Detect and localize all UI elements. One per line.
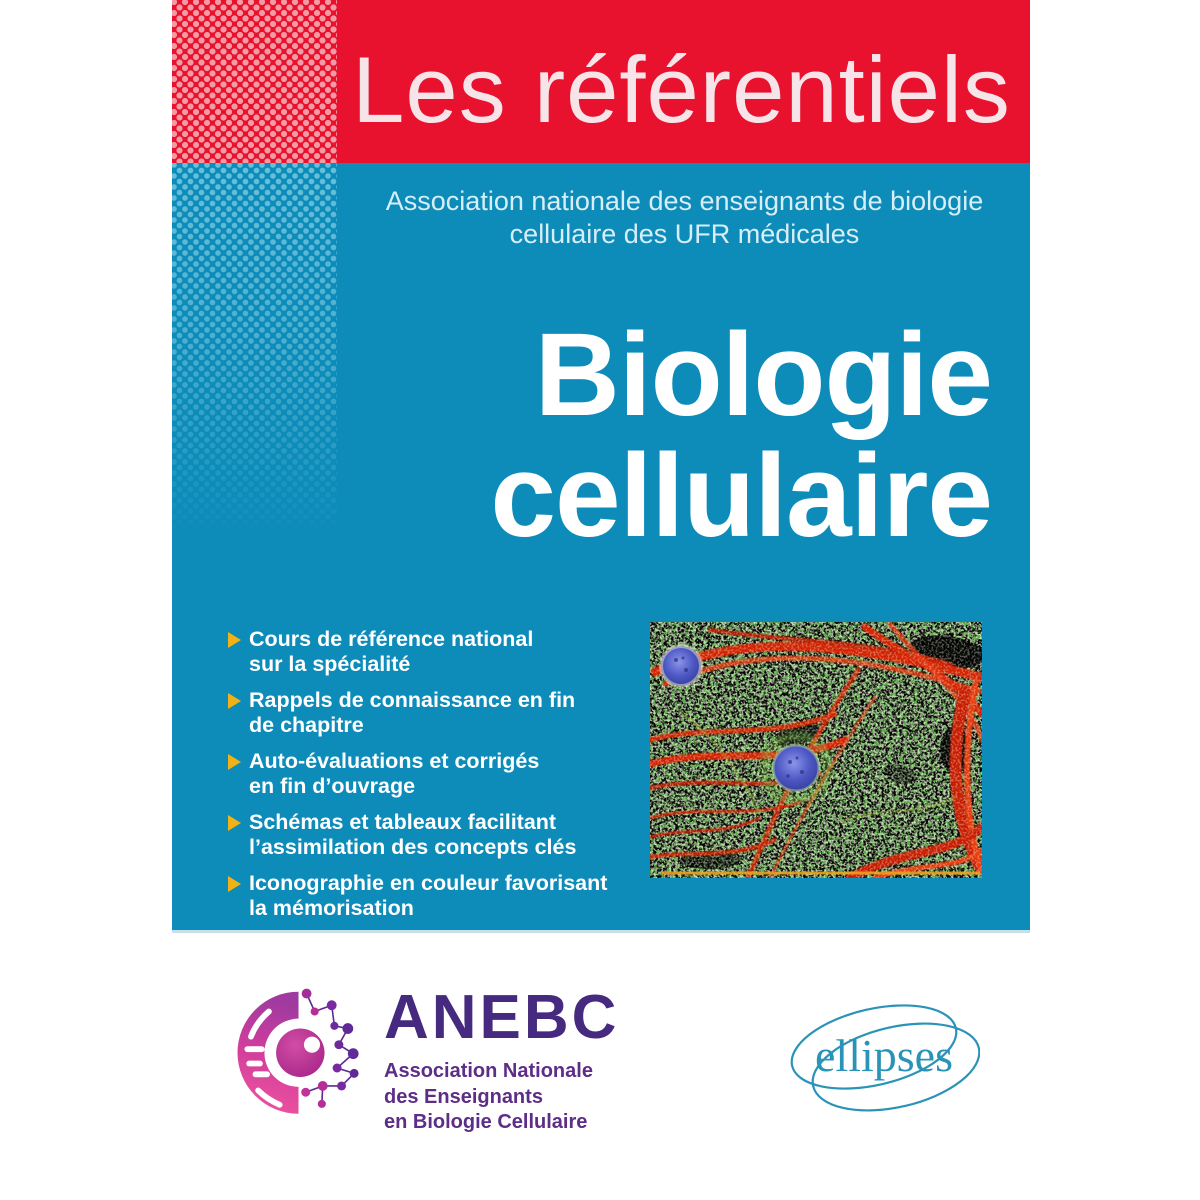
collection-banner [172, 0, 1030, 163]
association-subtitle [347, 185, 1022, 251]
cell-network-logo-icon [230, 981, 376, 1129]
book-title [490, 309, 992, 562]
feature-list [228, 627, 648, 932]
feature-text: Schémas et tableaux facilitant [249, 810, 557, 834]
collection-title: Les référentiels [352, 37, 1011, 142]
feature-text: Cours de référence national [249, 627, 534, 651]
halftone-dots-red [172, 0, 337, 163]
book-title-line2: cellulaire [490, 430, 992, 562]
anebc-wordmark [384, 983, 620, 1136]
feature-text: Auto-évaluations et corrigés [249, 749, 540, 773]
double-ellipse-logo-icon [788, 991, 980, 1123]
triangle-right-icon [228, 815, 241, 831]
triangle-right-icon [228, 693, 241, 709]
anebc-logo [230, 981, 376, 1129]
feature-text: sur la spécialité [249, 651, 411, 676]
feature-text: en fin d’ouvrage [249, 773, 416, 798]
triangle-right-icon [228, 876, 241, 892]
cell-micrograph-svg [650, 622, 982, 878]
cover-main-area [172, 163, 1030, 933]
feature-text: Rappels de connaissance en fin [249, 688, 576, 712]
feature-item [228, 871, 648, 920]
anebc-acronym: ANEBC [384, 983, 620, 1052]
association-subtitle-line2: cellulaire des UFR médicales [509, 219, 860, 249]
ellipses-wordmark: ellipses [815, 1030, 953, 1081]
feature-text: Iconographie en couleur favorisant [249, 871, 608, 895]
feature-item [228, 688, 648, 737]
feature-item [228, 627, 648, 676]
association-subtitle-line1: Association nationale des enseignants de biologie [385, 186, 984, 216]
feature-item [228, 749, 648, 798]
feature-item [228, 810, 648, 859]
feature-text: de chapitre [249, 712, 364, 737]
publisher-band [172, 933, 1030, 1200]
cell-micrograph-image [650, 622, 982, 878]
triangle-right-icon [228, 754, 241, 770]
triangle-right-icon [228, 632, 241, 648]
anebc-name-line1: Association Nationale [384, 1060, 593, 1082]
anebc-name-line2: des Enseignants [384, 1085, 543, 1108]
halftone-dots-blue [172, 163, 337, 553]
book-title-line1: Biologie [534, 309, 992, 441]
anebc-full-name [384, 1059, 619, 1136]
feature-text: l’assimilation des concepts clés [249, 834, 577, 859]
ellipses-publisher-logo [788, 991, 980, 1123]
book-cover [172, 0, 1030, 1200]
feature-text: la mémorisation [249, 895, 414, 920]
anebc-name-line3: en Biologie Cellulaire [384, 1111, 588, 1133]
